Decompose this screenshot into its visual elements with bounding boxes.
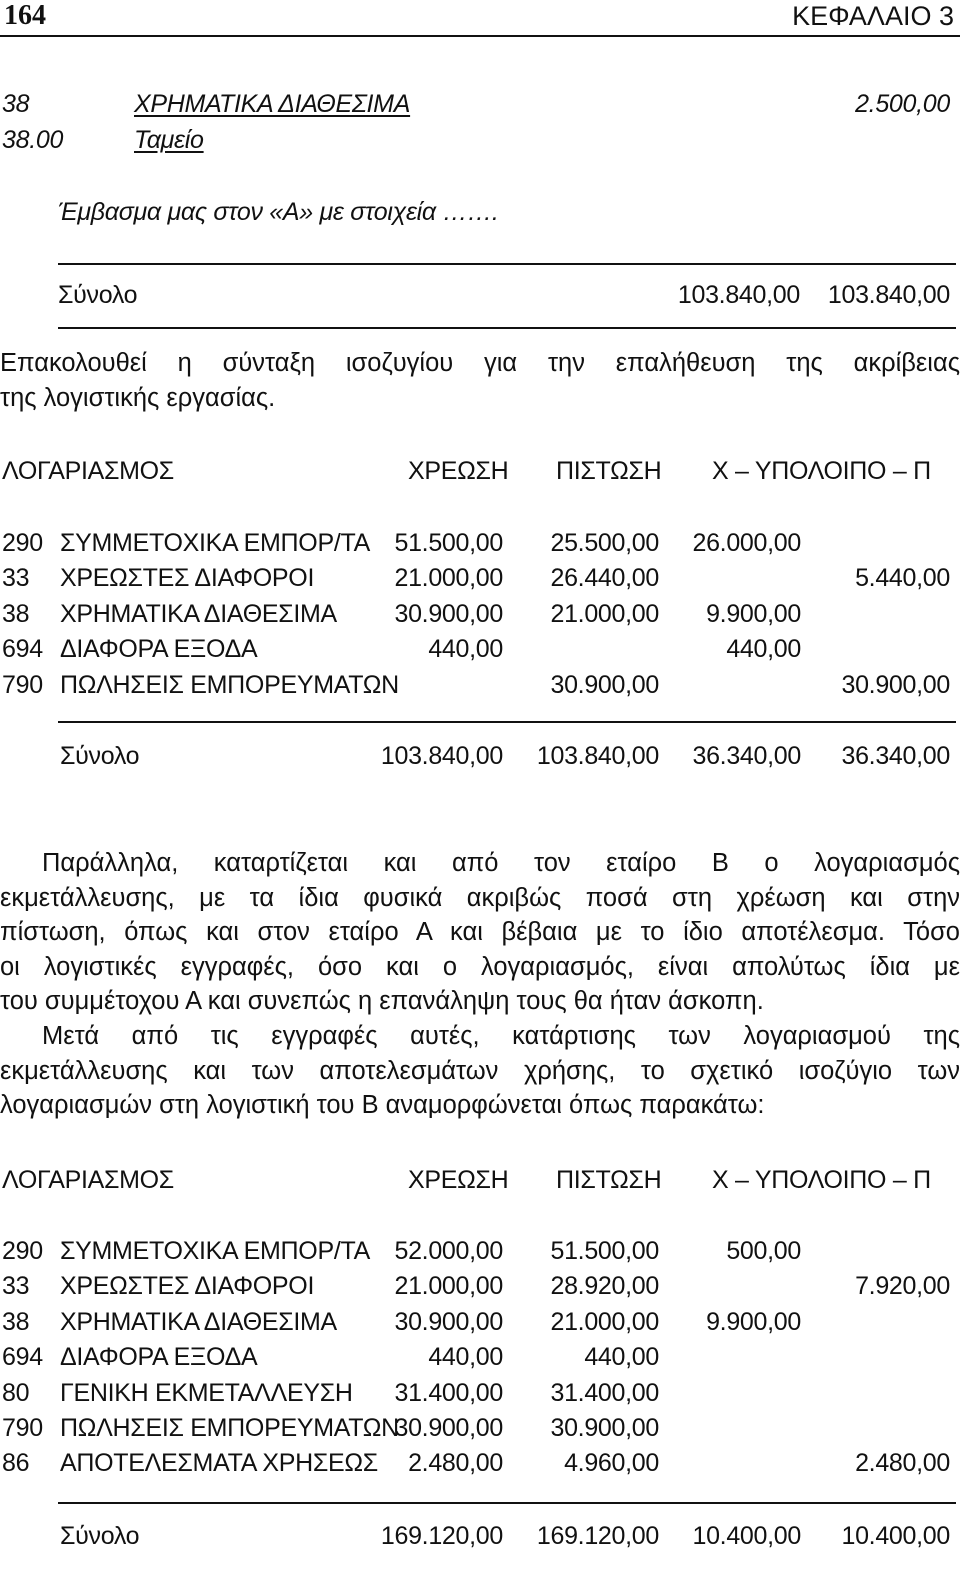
table1-total-debit: 103.840,00: [380, 742, 503, 770]
row-balance-credit: 5.440,00: [855, 564, 950, 593]
paragraph-line: πίστωση, όπως και στον εταίρο Α και βέβαια με το ίδιο αποτέλεσμα. Τόσο: [0, 918, 960, 947]
row-credit: 26.440,00: [550, 564, 659, 593]
row-code: 790: [2, 670, 43, 699]
row-account-name: ΠΩΛΗΣΕΙΣ ΕΜΠΟΡΕΥΜΑΤΩΝ: [60, 1414, 399, 1442]
row-credit: 31.400,00: [550, 1378, 659, 1407]
paragraph-line: Παράλληλα, καταρτίζεται και από τον εταίρο Β ο λογαριασμός: [42, 849, 960, 877]
col-header-balance: Χ – ΥΠΟΛΟΙΠΟ – Π: [712, 457, 931, 485]
row-credit: 30.900,00: [550, 1414, 659, 1442]
row-balance-debit: 9.900,00: [706, 1307, 801, 1336]
row-debit: 31.400,00: [394, 1378, 503, 1407]
col-header-credit: ΠΙΣΤΩΣΗ: [556, 457, 662, 485]
table2-total-debit: 169.120,00: [380, 1522, 503, 1550]
row-debit: 21.000,00: [394, 1272, 503, 1301]
row-code: 790: [2, 1414, 43, 1442]
header-rule: [0, 35, 960, 37]
table1-total-rule: [58, 721, 956, 723]
table1-total-balance-credit: 36.340,00: [841, 742, 950, 770]
row-account-name: ΠΩΛΗΣΕΙΣ ΕΜΠΟΡΕΥΜΑΤΩΝ: [60, 670, 399, 699]
row-balance-debit: 9.900,00: [706, 599, 801, 628]
row-credit: 30.900,00: [550, 670, 659, 699]
col-header-balance-2: Χ – ΥΠΟΛΟΙΠΟ – Π: [712, 1166, 931, 1194]
row-account-name: ΧΡΗΜΑΤΙΚΑ ΔΙΑΘΕΣΙΜΑ: [60, 1307, 337, 1336]
row-code: 33: [2, 1272, 30, 1301]
journal-total-bottom-rule: [58, 327, 956, 329]
row-account-name: ΣΥΜΜΕΤΟΧΙΚΑ ΕΜΠΟΡ/ΤΑ: [60, 1237, 370, 1265]
row-code: 290: [2, 529, 43, 557]
row-code: 86: [2, 1449, 30, 1478]
row-debit: 30.900,00: [394, 1307, 503, 1336]
row-balance-debit: 440,00: [726, 635, 801, 664]
row-account-name: ΣΥΜΜΕΤΟΧΙΚΑ ΕΜΠΟΡ/ΤΑ: [60, 529, 370, 557]
row-debit: 30.900,00: [394, 599, 503, 628]
row-code: 38: [2, 599, 30, 628]
entry-amount: 2.500,00: [855, 90, 950, 118]
paragraph-1: [0, 846, 960, 1019]
row-balance-credit: 30.900,00: [841, 670, 950, 699]
chapter-title: ΚΕΦΑΛΑΙΟ 3: [792, 1, 954, 31]
row-credit: 440,00: [584, 1343, 659, 1372]
row-credit: 51.500,00: [550, 1237, 659, 1265]
row-credit: 21.000,00: [550, 599, 659, 628]
page-number: 164: [4, 0, 46, 31]
entry-account-code: 38: [2, 90, 30, 118]
row-balance-debit: 500,00: [726, 1237, 801, 1265]
row-account-name: ΧΡΕΩΣΤΕΣ ΔΙΑΦΟΡΟΙ: [60, 564, 315, 593]
table2-total-balance-credit: 10.400,00: [841, 1522, 950, 1550]
journal-total-label: Σύνολο: [58, 281, 138, 309]
row-code: 80: [2, 1378, 30, 1407]
col-header-credit-2: ΠΙΣΤΩΣΗ: [556, 1166, 662, 1194]
row-debit: 51.500,00: [394, 529, 503, 557]
row-account-name: ΧΡΗΜΑΤΙΚΑ ΔΙΑΘΕΣΙΜΑ: [60, 599, 337, 628]
paragraph-2: [0, 1019, 960, 1123]
col-header-account: ΛΟΓΑΡΙΑΣΜΟΣ: [2, 457, 174, 485]
entry-sub-name: Ταμείο: [134, 126, 204, 154]
row-account-name: ΑΠΟΤΕΛΕΣΜΑΤΑ ΧΡΗΣΕΩΣ: [60, 1449, 378, 1478]
row-credit: 21.000,00: [550, 1307, 659, 1336]
col-header-debit: ΧΡΕΩΣΗ: [408, 457, 509, 485]
row-balance-credit: 7.920,00: [855, 1272, 950, 1301]
row-debit: 21.000,00: [394, 564, 503, 593]
table2-total-balance-debit: 10.400,00: [692, 1522, 801, 1550]
table1-total-credit: 103.840,00: [536, 742, 659, 770]
row-code: 694: [2, 1343, 43, 1372]
row-code: 694: [2, 635, 43, 664]
row-debit: 440,00: [428, 1343, 503, 1372]
paragraph-line: οι λογιστικές εγγραφές, όσο και ο λογαριασμός, είναι απολύτως ίδια με: [0, 952, 960, 981]
row-balance-credit: 2.480,00: [855, 1449, 950, 1478]
row-code: 290: [2, 1237, 43, 1265]
table2-total-credit: 169.120,00: [536, 1522, 659, 1550]
row-debit: 30.900,00: [394, 1414, 503, 1442]
journal-total-top-rule: [58, 263, 956, 265]
row-credit: 28.920,00: [550, 1272, 659, 1301]
paragraph-line: λογαριασμών στη λογιστική του Β αναμορφώνεται όπως παρακάτω:: [0, 1091, 765, 1120]
intro-paragraph: [0, 346, 960, 415]
journal-total-debit: 103.840,00: [677, 281, 800, 309]
entry-sub-code: 38.00: [2, 126, 64, 154]
row-account-name: ΓΕΝΙΚΗ ΕΚΜΕΤΑΛΛΕΥΣΗ: [60, 1378, 353, 1407]
paragraph-line: Μετά από τις εγγραφές αυτές, κατάρτισης των λογαριασμού της: [42, 1021, 960, 1050]
table1-total-balance-debit: 36.340,00: [692, 742, 801, 770]
col-header-account-2: ΛΟΓΑΡΙΑΣΜΟΣ: [2, 1166, 174, 1194]
row-debit: 52.000,00: [394, 1237, 503, 1265]
intro-line-1: Επακολουθεί η σύνταξη ισοζυγίου για την επαλήθευση της ακρίβειας: [0, 349, 960, 377]
row-code: 38: [2, 1307, 30, 1336]
table2-total-rule: [58, 1502, 956, 1504]
intro-line-2: της λογιστικής εργασίας.: [0, 383, 276, 412]
table1-total-label: Σύνολο: [60, 742, 140, 770]
body-text: [0, 846, 960, 1123]
row-debit: 440,00: [428, 635, 503, 664]
paragraph-line: του συμμέτοχου Α και συνεπώς η επανάληψη τους θα ήταν άσκοπη.: [0, 987, 764, 1016]
row-credit: 25.500,00: [550, 529, 659, 557]
row-debit: 2.480,00: [408, 1449, 503, 1478]
row-balance-debit: 26.000,00: [692, 529, 801, 557]
col-header-debit-2: ΧΡΕΩΣΗ: [408, 1166, 509, 1194]
journal-total-credit: 103.840,00: [827, 281, 950, 309]
row-account-name: ΧΡΕΩΣΤΕΣ ΔΙΑΦΟΡΟΙ: [60, 1272, 315, 1301]
row-account-name: ΔΙΑΦΟΡΑ ΕΞΟΔΑ: [60, 635, 258, 664]
entry-account-name: ΧΡΗΜΑΤΙΚΑ ΔΙΑΘΕΣΙΜΑ: [134, 90, 411, 118]
entry-description: Έμβασμα μας στον «Α» με στοιχεία …….: [58, 198, 499, 226]
paragraph-line: εκμετάλλευσης, με τα ίδια φυσικά ακριβώς ποσά στη χρέωση και στην: [0, 883, 960, 912]
row-credit: 4.960,00: [564, 1449, 659, 1478]
row-account-name: ΔΙΑΦΟΡΑ ΕΞΟΔΑ: [60, 1343, 258, 1372]
paragraph-line: εκμετάλλευσης και των αποτελεσμάτων χρήσης, το σχετικό ισοζύγιο των: [0, 1056, 960, 1085]
table2-total-label: Σύνολο: [60, 1522, 140, 1550]
row-code: 33: [2, 564, 30, 593]
